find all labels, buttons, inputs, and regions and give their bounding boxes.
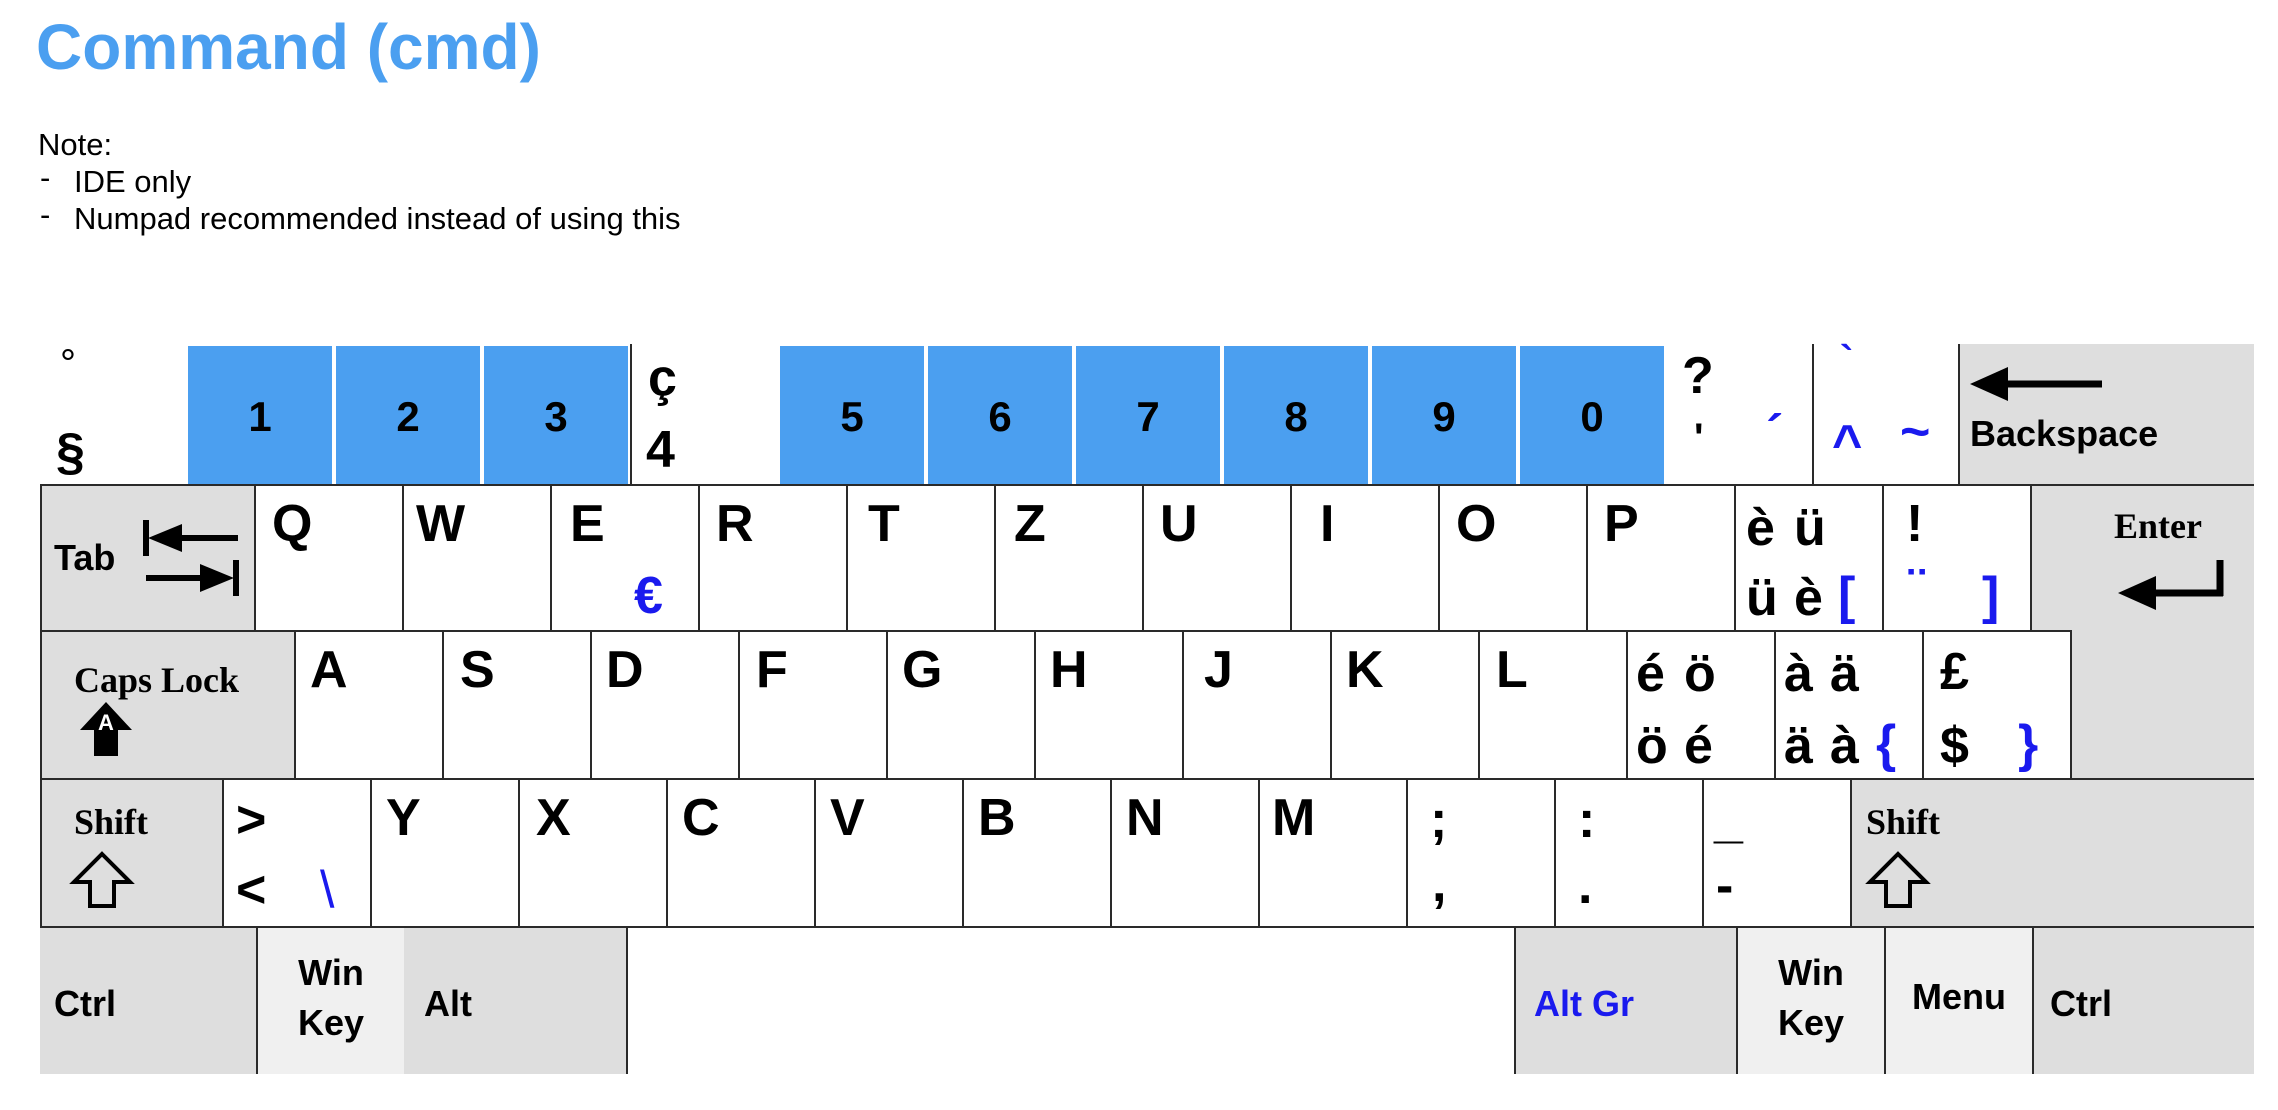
key-enter[interactable]: Enter: [2030, 484, 2254, 632]
key-i[interactable]: I: [1290, 484, 1440, 632]
key-section[interactable]: ° §: [38, 344, 186, 486]
key-4[interactable]: ç 4: [630, 344, 778, 486]
key-left-shift[interactable]: Shift: [40, 778, 224, 928]
shift-arrow-icon: [1866, 850, 1930, 910]
key-l[interactable]: L: [1478, 630, 1628, 780]
note: [38, 126, 681, 237]
key-caps-lock[interactable]: Caps Lock A: [40, 630, 296, 780]
note-item: - Numpad recommended instead of using this: [40, 197, 681, 236]
key-menu[interactable]: Menu: [1884, 926, 2034, 1074]
key-right-ctrl[interactable]: Ctrl: [2032, 926, 2254, 1074]
key-p[interactable]: P: [1586, 484, 1736, 632]
note-heading: Note:: [38, 127, 113, 162]
key-2[interactable]: 2: [334, 344, 482, 486]
key-space[interactable]: [626, 926, 1516, 1074]
key-backspace[interactable]: Backspace: [1958, 344, 2254, 486]
key-right-shift[interactable]: Shift: [1850, 778, 2254, 928]
key-left-ctrl[interactable]: Ctrl: [40, 926, 258, 1074]
key-left-win[interactable]: Win Key: [256, 926, 406, 1074]
key-3[interactable]: 3: [482, 344, 630, 486]
key-minus[interactable]: _ -: [1702, 778, 1852, 928]
key-h[interactable]: H: [1034, 630, 1184, 780]
key-tab[interactable]: Tab: [40, 484, 256, 632]
key-d[interactable]: D: [590, 630, 740, 780]
key-enter-lower[interactable]: [2070, 630, 2254, 780]
key-caret[interactable]: ` ^ ~: [1812, 344, 1960, 486]
caps-lock-icon: [78, 700, 134, 760]
key-alt-gr[interactable]: Alt Gr: [1514, 926, 1738, 1074]
key-ue[interactable]: è ü ü è [: [1734, 484, 1884, 632]
key-5[interactable]: 5: [778, 344, 926, 486]
key-b[interactable]: B: [962, 778, 1112, 928]
key-g[interactable]: G: [886, 630, 1036, 780]
key-w[interactable]: W: [402, 484, 552, 632]
key-q[interactable]: Q: [254, 484, 404, 632]
arrow-left-icon: [1970, 364, 2106, 404]
note-item: - IDE only: [40, 160, 192, 199]
key-diaeresis[interactable]: ! ¨ ]: [1882, 484, 2032, 632]
key-oe[interactable]: é ö ö é: [1626, 630, 1776, 780]
key-v[interactable]: V: [814, 778, 964, 928]
key-comma[interactable]: ; ,: [1406, 778, 1556, 928]
key-c[interactable]: C: [666, 778, 816, 928]
key-t[interactable]: T: [846, 484, 996, 632]
key-m[interactable]: M: [1258, 778, 1408, 928]
key-f[interactable]: F: [738, 630, 888, 780]
key-x[interactable]: X: [518, 778, 668, 928]
note-dash: -: [40, 197, 51, 232]
key-period[interactable]: : .: [1554, 778, 1704, 928]
key-s[interactable]: S: [442, 630, 592, 780]
key-7[interactable]: 7: [1074, 344, 1222, 486]
key-1[interactable]: 1: [186, 344, 334, 486]
key-0[interactable]: 0: [1518, 344, 1666, 486]
key-y[interactable]: Y: [370, 778, 520, 928]
key-a[interactable]: A: [294, 630, 444, 780]
key-alt[interactable]: Alt: [404, 926, 628, 1074]
key-right-win[interactable]: Win Key: [1736, 926, 1886, 1074]
note-dash: -: [40, 160, 51, 195]
key-8[interactable]: 8: [1222, 344, 1370, 486]
key-dollar[interactable]: £ $ }: [1922, 630, 2072, 780]
key-n[interactable]: N: [1110, 778, 1260, 928]
key-r[interactable]: R: [698, 484, 848, 632]
key-6[interactable]: 6: [926, 344, 1074, 486]
key-ae[interactable]: à ä ä à {: [1774, 630, 1924, 780]
key-9[interactable]: 9: [1370, 344, 1518, 486]
svg-text:A: A: [98, 710, 114, 735]
key-u[interactable]: U: [1142, 484, 1292, 632]
key-j[interactable]: J: [1182, 630, 1332, 780]
shift-arrow-icon: [70, 850, 134, 910]
key-z[interactable]: Z: [994, 484, 1144, 632]
tab-arrows-icon: [142, 516, 242, 600]
key-k[interactable]: K: [1330, 630, 1480, 780]
key-angle-brackets[interactable]: > < \: [222, 778, 372, 928]
key-e[interactable]: E €: [550, 484, 700, 632]
key-apostrophe[interactable]: ? ' ´: [1666, 344, 1814, 486]
enter-arrow-icon: [2118, 560, 2228, 614]
page-title: Command (cmd): [36, 11, 541, 83]
key-o[interactable]: O: [1438, 484, 1588, 632]
